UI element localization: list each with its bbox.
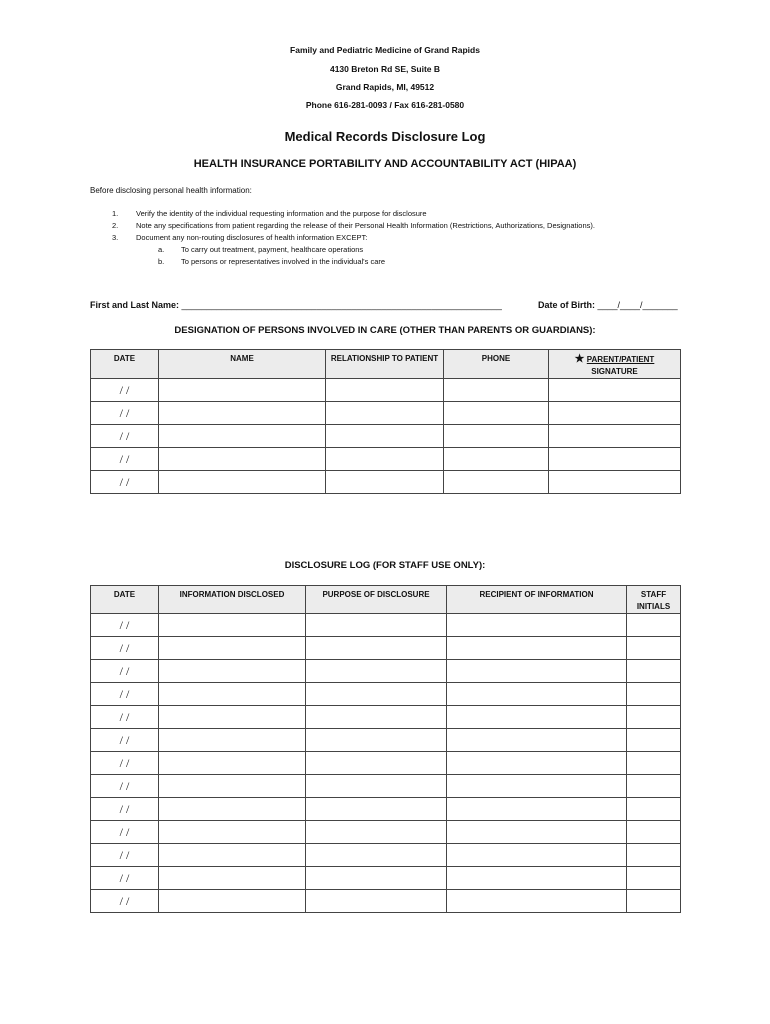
signature-label-a: PARENT/PATIENT — [586, 355, 655, 364]
initials-cell[interactable] — [627, 775, 681, 798]
designation-heading: DESIGNATION OF PERSONS INVOLVED IN CARE (OTHER THAN PARENTS OR GUARDIANS): — [174, 325, 596, 336]
col-date: DATE — [91, 350, 159, 379]
date-cell[interactable]: / / — [91, 379, 159, 402]
step-number: 3. — [112, 233, 119, 242]
purpose-cell[interactable] — [306, 775, 447, 798]
name-label: First and Last Name: — [90, 300, 180, 310]
date-cell[interactable]: / / — [91, 798, 159, 821]
purpose-cell[interactable] — [306, 867, 447, 890]
date-cell[interactable]: / / — [91, 775, 159, 798]
purpose-cell[interactable] — [306, 752, 447, 775]
name-blank[interactable]: ________________________________________________________________ — [181, 300, 502, 310]
table-row — [91, 660, 681, 683]
purpose-cell[interactable] — [306, 821, 447, 844]
col-info: INFORMATION DISCLOSED — [159, 586, 306, 614]
date-cell[interactable]: / / — [91, 844, 159, 867]
relationship-cell[interactable] — [326, 425, 444, 448]
relationship-cell[interactable] — [326, 402, 444, 425]
practice-name: Family and Pediatric Medicine of Grand Rapids — [290, 45, 480, 55]
initials-cell[interactable] — [627, 637, 681, 660]
table-row — [91, 379, 681, 402]
col-recipient: RECIPIENT OF INFORMATION — [447, 586, 627, 614]
recipient-cell[interactable] — [447, 798, 627, 821]
recipient-cell[interactable] — [447, 775, 627, 798]
recipient-cell[interactable] — [447, 660, 627, 683]
date-cell[interactable]: / / — [91, 729, 159, 752]
phone-cell[interactable] — [444, 425, 549, 448]
info-cell[interactable] — [159, 890, 306, 913]
date-cell[interactable]: / / — [91, 660, 159, 683]
date-cell[interactable]: / / — [91, 683, 159, 706]
date-cell[interactable]: / / — [91, 821, 159, 844]
phone-cell[interactable] — [444, 402, 549, 425]
address-line-1: 4130 Breton Rd SE, Suite B — [329, 64, 441, 74]
recipient-cell[interactable] — [447, 706, 627, 729]
recipient-cell[interactable] — [447, 844, 627, 867]
info-cell[interactable] — [159, 614, 306, 637]
signature-cell[interactable] — [549, 448, 681, 471]
disclosure-heading: DISCLOSURE LOG (FOR STAFF USE ONLY): — [284, 560, 486, 571]
star-icon: ★ — [574, 353, 585, 365]
info-cell[interactable] — [159, 729, 306, 752]
recipient-cell[interactable] — [447, 729, 627, 752]
initials-cell[interactable] — [627, 798, 681, 821]
col-relationship: RELATIONSHIP TO PATIENT — [326, 350, 444, 379]
purpose-cell[interactable] — [306, 660, 447, 683]
initials-cell[interactable] — [627, 844, 681, 867]
page-title: Medical Records Disclosure Log — [284, 129, 486, 144]
date-cell[interactable]: / / — [91, 448, 159, 471]
table-row — [91, 890, 681, 913]
recipient-cell[interactable] — [447, 614, 627, 637]
dob-field[interactable] — [538, 300, 678, 310]
purpose-cell[interactable] — [306, 729, 447, 752]
step-text: Note any specifications from patient regarding the release of their Personal Health Information (Restrictions, Authorizations, Designations). — [136, 221, 595, 230]
col-date: DATE — [91, 586, 159, 614]
date-cell[interactable]: / / — [91, 471, 159, 494]
info-cell[interactable] — [159, 706, 306, 729]
phone-fax: Phone 616-281-0093 / Fax 616-281-0580 — [305, 100, 465, 110]
date-cell[interactable]: / / — [91, 425, 159, 448]
dob-blank[interactable]: ____/____/_______ — [597, 300, 678, 310]
recipient-cell[interactable] — [447, 890, 627, 913]
step-number: 1. — [112, 209, 119, 218]
step-text: Verify the identity of the individual requesting information and the purpose for disclosure — [136, 209, 427, 218]
table-row — [91, 729, 681, 752]
disclosure-table — [90, 585, 681, 913]
substep-text: To persons or representatives involved in the individual's care — [181, 257, 386, 266]
info-cell[interactable] — [159, 752, 306, 775]
recipient-cell[interactable] — [447, 752, 627, 775]
name-cell[interactable] — [159, 379, 326, 402]
recipient-cell[interactable] — [447, 683, 627, 706]
initials-cell[interactable] — [627, 821, 681, 844]
info-cell[interactable] — [159, 637, 306, 660]
initials-cell[interactable] — [627, 614, 681, 637]
purpose-cell[interactable] — [306, 844, 447, 867]
initials-cell[interactable] — [627, 752, 681, 775]
recipient-cell[interactable] — [447, 821, 627, 844]
address-line-2: Grand Rapids, MI, 49512 — [335, 82, 435, 92]
recipient-cell[interactable] — [447, 867, 627, 890]
date-cell[interactable]: / / — [91, 402, 159, 425]
purpose-cell[interactable] — [306, 706, 447, 729]
initials-cell[interactable] — [627, 890, 681, 913]
date-cell[interactable]: / / — [91, 752, 159, 775]
info-cell[interactable] — [159, 683, 306, 706]
info-cell[interactable] — [159, 821, 306, 844]
table-row — [91, 867, 681, 890]
info-cell[interactable] — [159, 660, 306, 683]
name-cell[interactable] — [159, 425, 326, 448]
date-cell[interactable]: / / — [91, 637, 159, 660]
initials-cell[interactable] — [627, 729, 681, 752]
initials-cell[interactable] — [627, 706, 681, 729]
initials-cell[interactable] — [627, 683, 681, 706]
substep-text: To carry out treatment, payment, healthcare operations — [181, 245, 364, 254]
signature-cell[interactable] — [549, 471, 681, 494]
relationship-cell[interactable] — [326, 448, 444, 471]
col-initials: STAFF INITIALS — [627, 586, 681, 614]
name-cell[interactable] — [159, 402, 326, 425]
purpose-cell[interactable] — [306, 890, 447, 913]
recipient-cell[interactable] — [447, 637, 627, 660]
table-row — [91, 471, 681, 494]
substep-letter: b. — [158, 257, 165, 266]
table-row — [91, 402, 681, 425]
info-cell[interactable] — [159, 775, 306, 798]
date-cell[interactable]: / / — [91, 867, 159, 890]
initials-cell[interactable] — [627, 867, 681, 890]
dob-label: Date of Birth: — [538, 300, 595, 310]
col-phone: PHONE — [444, 350, 549, 379]
table-row — [91, 752, 681, 775]
date-cell[interactable]: / / — [91, 706, 159, 729]
phone-cell[interactable] — [444, 471, 549, 494]
col-name: NAME — [159, 350, 326, 379]
relationship-cell[interactable] — [326, 471, 444, 494]
table-row — [91, 798, 681, 821]
intro-text: Before disclosing personal health information: — [90, 186, 252, 195]
phone-cell[interactable] — [444, 448, 549, 471]
table-row — [91, 844, 681, 867]
purpose-cell[interactable] — [306, 614, 447, 637]
table-row — [91, 614, 681, 637]
table-row — [91, 683, 681, 706]
info-cell[interactable] — [159, 844, 306, 867]
signature-cell[interactable] — [549, 425, 681, 448]
date-cell[interactable]: / / — [91, 890, 159, 913]
col-signature — [549, 350, 681, 379]
info-cell[interactable] — [159, 798, 306, 821]
relationship-cell[interactable] — [326, 379, 444, 402]
purpose-cell[interactable] — [306, 683, 447, 706]
page-subtitle: HEALTH INSURANCE PORTABILITY AND ACCOUNTABILITY ACT (HIPAA) — [193, 158, 577, 170]
info-cell[interactable] — [159, 867, 306, 890]
purpose-cell[interactable] — [306, 637, 447, 660]
signature-cell[interactable] — [549, 379, 681, 402]
table-row — [91, 425, 681, 448]
table-row — [91, 821, 681, 844]
table-row — [91, 448, 681, 471]
substep-letter: a. — [158, 245, 165, 254]
col-purpose: PURPOSE OF DISCLOSURE — [306, 586, 447, 614]
signature-cell[interactable] — [549, 402, 681, 425]
table-row — [91, 637, 681, 660]
name-field[interactable] — [90, 300, 502, 310]
signature-label-b: SIGNATURE — [591, 367, 638, 376]
table-row — [91, 706, 681, 729]
step-text: Document any non-routing disclosures of health information EXCEPT: — [136, 233, 368, 242]
initials-cell[interactable] — [627, 660, 681, 683]
purpose-cell[interactable] — [306, 798, 447, 821]
designation-table — [90, 349, 681, 494]
name-cell[interactable] — [159, 471, 326, 494]
date-cell[interactable]: / / — [91, 614, 159, 637]
name-cell[interactable] — [159, 448, 326, 471]
phone-cell[interactable] — [444, 379, 549, 402]
step-number: 2. — [112, 221, 119, 230]
table-row — [91, 775, 681, 798]
